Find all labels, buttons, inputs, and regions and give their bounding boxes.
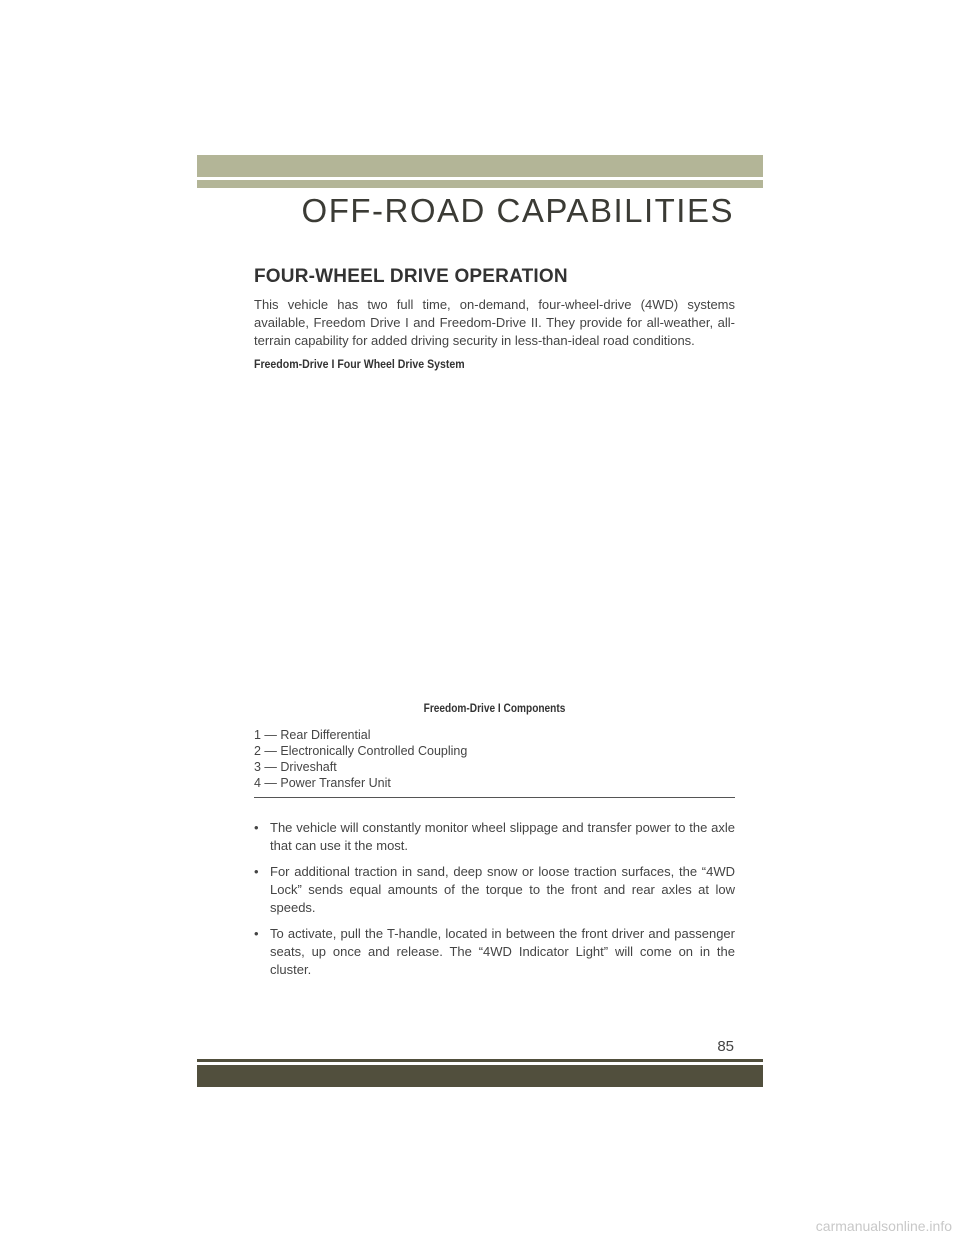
legend-item: 1 — Rear Differential <box>254 728 371 742</box>
figure-caption <box>254 703 735 715</box>
footer-band-thin <box>197 1059 763 1062</box>
legend-item: 2 — Electronically Controlled Coupling <box>254 744 468 758</box>
page-number: 85 <box>717 1038 734 1055</box>
subheading: Freedom-Drive I Four Wheel Drive System <box>254 357 465 371</box>
legend-item: 4 — Power Transfer Unit <box>254 776 391 790</box>
intro-paragraph: This vehicle has two full time, on-demand, four-wheel-drive (4WD) systems available, Freedom Drive I and Freedom-Drive II. They provide for all-weather, all-terrain capability for added driving security in less-than-ideal road conditions. <box>254 297 735 348</box>
bullet-icon: • <box>254 820 259 835</box>
bullet-list <box>254 819 735 987</box>
bullet-item <box>254 925 735 979</box>
header-band-thin <box>197 180 763 188</box>
figure-legend <box>254 727 735 798</box>
header-band <box>197 155 763 177</box>
bullet-text: To activate, pull the T-handle, located in between the front driver and passenger seats, up once and release. The “4WD Indicator Light” will come on in the cluster. <box>270 926 735 977</box>
bullet-text: The vehicle will constantly monitor wheel slippage and transfer power to the axle that can use it the most. <box>270 820 735 853</box>
legend-item: 3 — Driveshaft <box>254 760 337 774</box>
page-heading: FOUR-WHEEL DRIVE OPERATION <box>254 266 568 287</box>
figure-caption-text: Freedom-Drive I Components <box>423 703 566 715</box>
bullet-item <box>254 819 735 855</box>
footer-band <box>197 1065 763 1087</box>
bullet-text: For additional traction in sand, deep snow or loose traction surfaces, the “4WD Lock” sends equal amounts of the torque to the front and rear axles at low speeds. <box>270 864 735 915</box>
watermark: carmanualsonline.info <box>815 1218 952 1234</box>
bullet-item <box>254 863 735 917</box>
bullet-icon: • <box>254 864 259 879</box>
figure-placeholder <box>254 380 735 695</box>
section-title: OFF-ROAD CAPABILITIES <box>301 192 734 229</box>
bullet-icon: • <box>254 926 259 941</box>
